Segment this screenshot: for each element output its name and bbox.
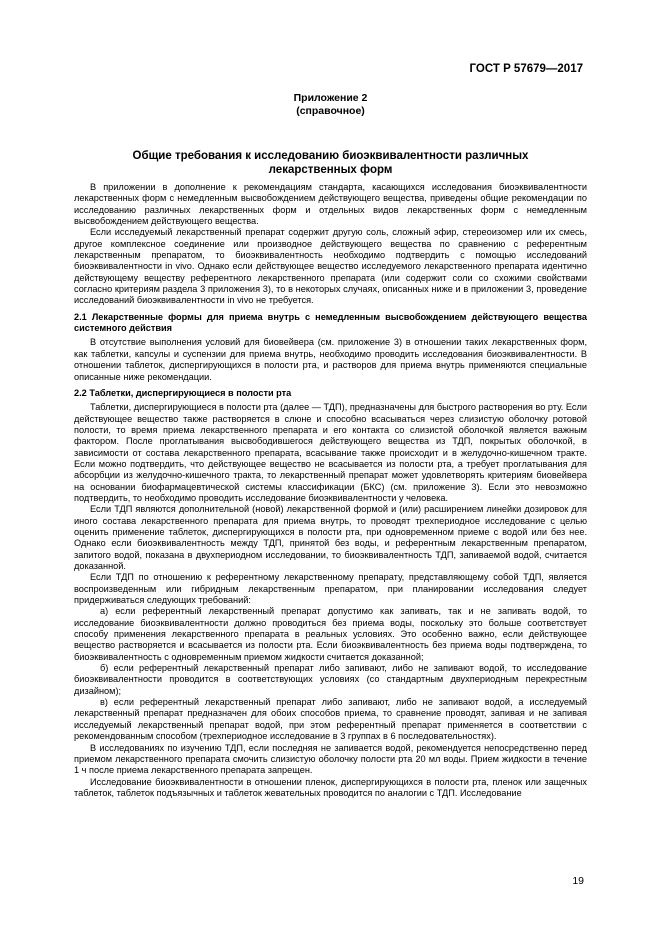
appendix-label: Приложение 2 [293, 92, 368, 104]
paragraph-intro: В приложении в дополнение к рекомендациям стандарта, касающихся исследования биоэквивалентности лекарственных форм с немедленным высвобождением действующего вещества, приведены общие рекомендации по исследованию различных лекарственных форм и отдельных видов лекарственных форм с немедленным высвобождением действующего вещества. [74, 182, 587, 227]
paragraph-films: Исследование биоэквивалентности в отношении пленок, диспергирующихся в полости рта, пленок или защечных таблеток, таблеток подъязычных и таблеток жевательных проводится по аналогии с ТДП. Исследование [74, 776, 587, 798]
page-number: 19 [572, 875, 584, 887]
paragraph-odt-generic: Если ТДП по отношению к референтному лекарственному препарату, представляющему собой ТДП, является воспроизведенным или гибридным лекарственным препаратом, при планировании исследования следует придерживаться следующих требований: [74, 572, 587, 606]
list-item-a: а) если референтный лекарственный препарат допустимо как запивать, так и не запивать водой, то исследование биоэквивалентности должно проводиться без приема воды, поскольку это больше соответствует способу применения лекарственного препарата в реальных условиях. Это особенно важно, если действующее вещество растворяется и всасывается из полости рта. Если биоэквивалентность без приема воды подтверждена, то биоэквивалентность с одновременным приемом жидкости считается доказанной; [74, 606, 587, 662]
paragraph-salts: Если исследуемый лекарственный препарат содержит другую соль, сложный эфир, стереоизомер или их смесь, другое комплексное соединение или производное действующего вещества по сравнению с референтным лекарственным препаратом, то биоэквивалентность необходимо подтвердить с помощью исследований биоэквивалентности in vivo. Однако если действующее вещество исследуемого лекарственного препарата идентично действующему веществу референтного лекарственного препарата (или содержит соли со схожими свойствами согласно критериям раздела 3 приложения 3), то в некоторых случаях, описанных ниже и в приложении 3, проведение исследований биоэквивалентности in vivo не требуется. [74, 227, 587, 306]
paragraph-odt-definition: Таблетки, диспергирующиеся в полости рта (далее — ТДП), предназначены для быстрого растворения во рту. Если действующее вещество также растворяется в слюне и способно всасываться через слизистую оболочку ротовой полости, то время приема лекарственного препарата и его контакта со слизистой оболочкой является важным фактором. После проглатывания высвободившегося действующего вещества из ТДП, покрытых оболочкой, в зависимости от состава лекарственного препарата, всасывание также происходит и в желудочно-кишечном тракте. Если можно подтвердить, что действующее вещество не всасывается из полости рта, а требует проглатывания для абсорбции из желудочно-кишечного тракта, то лекарственный препарат может удовлетворять критериям биовейвера на основании биофармацевтической системы классификации (БКС) (см. приложение 3). Если это невозможно подтвердить, то необходимо проводить исследование биоэквивалентности у человека. [74, 402, 587, 503]
section-title-line-1: Общие требования к исследованию биоэквивалентности различных [132, 150, 529, 162]
paragraph-oral-forms: В отсутствие выполнения условий для биовейвера (см. приложение 3) в отношении таких лекарственных форм, как таблетки, капсулы и суспензии для приема внутрь, необходимо проводить исследования биоэквивалентности. В отношении таблеток, диспергирующихся в полости рта, и растворов для приема внутрь применяются специальные описанные ниже рекомендации. [74, 337, 587, 382]
section-title [100, 149, 561, 177]
paragraph-odt-new-form: Если ТДП являются дополнительной (новой) лекарственной формой и (или) расширением линейки дозировок для иного состава лекарственного препарата для приема внутрь, то проводят трехпериодное исследование с целью оценить применение таблеток, диспергирующихся в полости рта, при одновременном приеме с водой или без нее. Однако если биоэквивалентность между ТДП, принятой без воды, и референтным лекарственным препаратом, запитого водой, показана в двухпериодном исследовании, то биоэквивалентность ТДП, запиваемой водой, считается доказанной. [74, 504, 587, 571]
section-title-line-2: лекарственных форм [268, 164, 393, 176]
list-item-c: в) если референтный лекарственный препарат либо запивают, либо не запивают водой, а исследуемый лекарственный препарат предназначен для обоих способов приема, то сравнение проводят, запивая и не запивая исследуемый лекарственный препарат водой, при этом референтный препарат применяется в соответствии с рекомендованным способом (трехпериодное исследование в 3 группах в 6 последовательностях). [74, 697, 587, 742]
paragraph-water-intake: В исследованиях по изучению ТДП, если последняя не запивается водой, рекомендуется непосредственно перед приемом лекарственного препарата смочить слизистую оболочку полости рта 20 мл воды. Прием жидкости в течение 1 ч после приема лекарственного препарата запрещен. [74, 742, 587, 776]
subsection-2-2-heading: 2.2 Таблетки, диспергирующиеся в полости рта [74, 387, 292, 398]
subsection-2-1-heading: 2.1 Лекарственные формы для приема внутрь с немедленным высвобождением действующего вещества системного действия [74, 311, 587, 334]
appendix-kind: (справочное) [296, 105, 365, 117]
document-code: ГОСТ Р 57679—2017 [469, 63, 583, 75]
appendix-heading [0, 92, 661, 118]
main-text [74, 182, 587, 799]
list-item-b: б) если референтный лекарственный препарат либо запивают, либо не запивают водой, то исследование биоэквивалентности проводится в соответствующих условиях (со стандартным двухпериодным перекрестным дизайном); [74, 663, 587, 696]
